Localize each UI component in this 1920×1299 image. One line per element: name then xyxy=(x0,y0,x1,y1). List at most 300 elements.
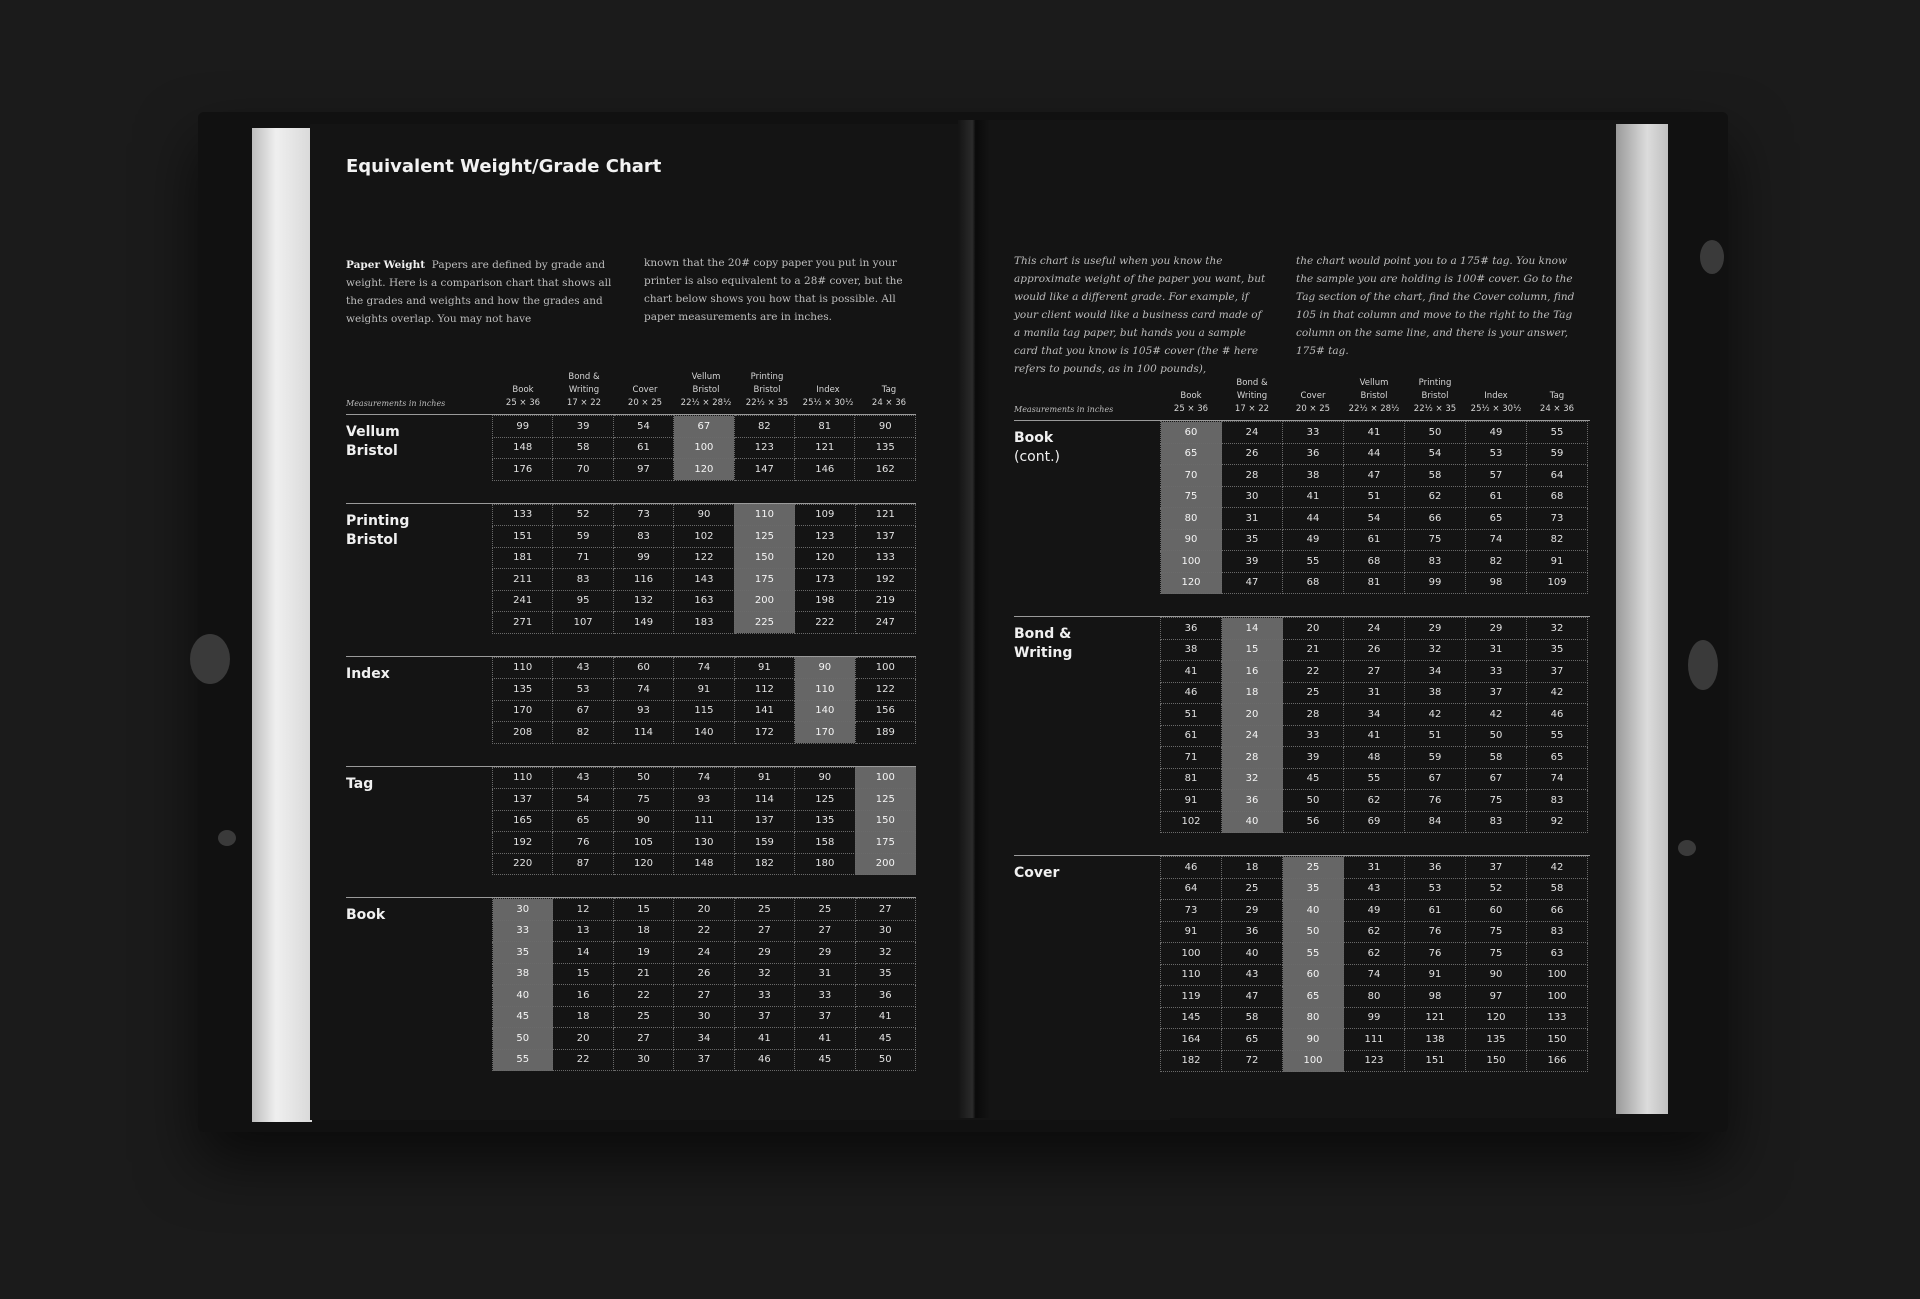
table-row xyxy=(1161,486,1588,508)
chart-section xyxy=(346,897,916,1071)
table-cell: 34 xyxy=(1405,661,1466,683)
section-label-line: Book xyxy=(1014,430,1054,446)
section-label xyxy=(346,512,409,550)
table-cell: 75 xyxy=(1161,486,1222,508)
column-name: Index xyxy=(816,385,840,395)
intro-text: This chart is useful when you know the approximate weight of the paper you want, but would like a different grade. For example, if your client would like a business card made of a manila tag paper, but hands you a sample card that you know is 105# cover (the # here refers to pounds, as in 100 pounds), xyxy=(1014,255,1266,375)
table-cell: 12 xyxy=(553,899,613,921)
table-cell: 120 xyxy=(674,459,734,481)
table-cell: 31 xyxy=(1344,857,1405,879)
table-row xyxy=(1161,811,1588,833)
section-table xyxy=(1160,856,1588,1072)
table-cell: 30 xyxy=(493,899,553,921)
table-cell: 93 xyxy=(674,789,734,811)
column-name: Book xyxy=(512,385,534,395)
chart-section xyxy=(1014,420,1590,594)
table-cell: 80 xyxy=(1161,508,1222,530)
table-cell: 37 xyxy=(795,1006,855,1028)
table-cell: 67 xyxy=(1405,768,1466,790)
table-row xyxy=(493,612,916,634)
table-cell: 75 xyxy=(1466,790,1527,812)
table-cell: 40 xyxy=(1222,943,1283,965)
table-cell: 170 xyxy=(795,722,855,744)
table-cell: 65 xyxy=(1222,1029,1283,1051)
table-cell: 110 xyxy=(493,657,553,679)
section-label xyxy=(1014,625,1072,663)
table-cell: 37 xyxy=(734,1006,794,1028)
table-row xyxy=(493,1049,916,1071)
table-row xyxy=(1161,704,1588,726)
table-cell: 82 xyxy=(734,416,794,438)
table-cell: 172 xyxy=(734,722,794,744)
intro-text: known that the 20# copy paper you put in your printer is also equivalent to a 28# cover, but the chart below shows you how that is possible. All paper measurements are in inches. xyxy=(644,257,903,323)
table-cell: 33 xyxy=(493,920,553,942)
table-cell: 25 xyxy=(1283,857,1344,879)
table-cell: 50 xyxy=(1466,725,1527,747)
column-header xyxy=(1465,390,1527,416)
table-cell: 130 xyxy=(674,832,734,854)
table-cell: 59 xyxy=(553,526,613,548)
table-cell: 90 xyxy=(1161,529,1222,551)
table-cell: 47 xyxy=(1344,465,1405,487)
table-cell: 65 xyxy=(553,810,613,832)
table-cell: 115 xyxy=(674,700,734,722)
chart-sections xyxy=(1014,420,1590,1072)
table-cell: 175 xyxy=(734,569,794,591)
table-row xyxy=(493,985,916,1007)
column-header xyxy=(553,371,615,410)
table-cell: 27 xyxy=(795,920,855,942)
table-cell: 35 xyxy=(493,942,553,964)
table-cell: 70 xyxy=(553,459,613,481)
table-cell: 24 xyxy=(1344,618,1405,640)
table-cell: 48 xyxy=(1344,747,1405,769)
table-cell: 90 xyxy=(674,504,734,526)
column-size: 22½ × 28½ xyxy=(1348,404,1400,414)
table-cell: 70 xyxy=(1161,465,1222,487)
table-row xyxy=(493,657,916,679)
table-cell: 74 xyxy=(613,679,673,701)
column-size: 22½ × 35 xyxy=(745,398,789,408)
table-cell: 22 xyxy=(613,985,673,1007)
table-cell: 39 xyxy=(553,416,613,438)
table-cell: 35 xyxy=(1283,878,1344,900)
table-row xyxy=(1161,1050,1588,1072)
table-cell: 62 xyxy=(1344,943,1405,965)
table-cell: 100 xyxy=(1527,964,1588,986)
table-cell: 137 xyxy=(855,526,915,548)
table-cell: 76 xyxy=(1405,790,1466,812)
table-cell: 41 xyxy=(1344,725,1405,747)
table-cell: 15 xyxy=(553,963,613,985)
table-cell: 116 xyxy=(613,569,673,591)
table-cell: 27 xyxy=(1344,661,1405,683)
table-cell: 56 xyxy=(1283,811,1344,833)
table-cell: 73 xyxy=(1527,508,1588,530)
table-cell: 138 xyxy=(1405,1029,1466,1051)
table-cell: 69 xyxy=(1344,811,1405,833)
table-cell: 45 xyxy=(1283,768,1344,790)
column-size: 24 × 36 xyxy=(871,398,907,408)
table-cell: 31 xyxy=(795,963,855,985)
table-cell: 29 xyxy=(795,942,855,964)
measurements-label: Measurements in inches xyxy=(1014,405,1114,414)
table-cell: 87 xyxy=(553,853,613,875)
table-cell: 90 xyxy=(1283,1029,1344,1051)
section-label-line: Index xyxy=(346,665,390,682)
table-cell: 91 xyxy=(674,679,734,701)
table-cell: 36 xyxy=(1222,921,1283,943)
table-cell: 120 xyxy=(613,853,673,875)
table-cell: 49 xyxy=(1344,900,1405,922)
table-cell: 198 xyxy=(795,590,855,612)
table-cell: 55 xyxy=(1283,551,1344,573)
table-cell: 91 xyxy=(734,767,794,789)
table-cell: 180 xyxy=(795,853,855,875)
section-label-line: Tag xyxy=(346,775,374,792)
table-cell: 49 xyxy=(1466,422,1527,444)
table-cell: 74 xyxy=(1527,768,1588,790)
table-cell: 82 xyxy=(1527,529,1588,551)
column-name: Vellum Bristol xyxy=(1359,378,1389,401)
table-cell: 80 xyxy=(1344,986,1405,1008)
table-cell: 35 xyxy=(855,963,915,985)
table-cell: 150 xyxy=(1466,1050,1527,1072)
table-row xyxy=(1161,747,1588,769)
table-cell: 53 xyxy=(1466,443,1527,465)
table-cell: 46 xyxy=(734,1049,794,1071)
table-cell: 182 xyxy=(734,853,794,875)
table-cell: 111 xyxy=(674,810,734,832)
section-table xyxy=(492,898,916,1071)
table-cell: 24 xyxy=(1222,422,1283,444)
column-header xyxy=(614,384,676,410)
table-cell: 55 xyxy=(1283,943,1344,965)
table-cell: 81 xyxy=(1344,572,1405,594)
table-cell: 26 xyxy=(674,963,734,985)
table-cell: 55 xyxy=(1527,422,1588,444)
table-cell: 41 xyxy=(1161,661,1222,683)
table-cell: 40 xyxy=(1222,811,1283,833)
table-cell: 50 xyxy=(855,1049,915,1071)
table-row xyxy=(1161,661,1588,683)
table-cell: 99 xyxy=(493,416,553,438)
table-cell: 60 xyxy=(613,657,673,679)
table-cell: 58 xyxy=(1527,878,1588,900)
table-cell: 135 xyxy=(855,437,916,459)
table-cell: 133 xyxy=(855,547,915,569)
table-cell: 66 xyxy=(1405,508,1466,530)
table-cell: 24 xyxy=(1222,725,1283,747)
decorative-dot xyxy=(1678,840,1696,856)
table-cell: 141 xyxy=(734,700,794,722)
table-cell: 143 xyxy=(674,569,734,591)
table-cell: 51 xyxy=(1405,725,1466,747)
chart-section xyxy=(346,766,916,876)
table-row xyxy=(1161,682,1588,704)
table-cell: 120 xyxy=(795,547,855,569)
table-cell: 91 xyxy=(734,657,794,679)
table-cell: 33 xyxy=(1283,422,1344,444)
column-name: Index xyxy=(1484,391,1508,401)
table-cell: 43 xyxy=(553,767,613,789)
table-cell: 60 xyxy=(1161,422,1222,444)
table-cell: 91 xyxy=(1161,790,1222,812)
table-cell: 125 xyxy=(795,789,855,811)
table-cell: 83 xyxy=(1466,811,1527,833)
table-cell: 18 xyxy=(1222,857,1283,879)
table-cell: 31 xyxy=(1222,508,1283,530)
table-row xyxy=(1161,986,1588,1008)
table-cell: 110 xyxy=(493,767,553,789)
table-cell: 156 xyxy=(855,700,915,722)
table-cell: 120 xyxy=(1466,1007,1527,1029)
table-cell: 33 xyxy=(734,985,794,1007)
table-cell: 75 xyxy=(1405,529,1466,551)
table-cell: 68 xyxy=(1283,572,1344,594)
table-cell: 62 xyxy=(1344,790,1405,812)
table-cell: 54 xyxy=(1344,508,1405,530)
table-cell: 18 xyxy=(1222,682,1283,704)
table-row xyxy=(1161,943,1588,965)
section-label xyxy=(1014,429,1060,467)
table-cell: 74 xyxy=(1344,964,1405,986)
table-row xyxy=(1161,508,1588,530)
table-cell: 40 xyxy=(493,985,553,1007)
table-row xyxy=(493,810,916,832)
table-row xyxy=(493,526,916,548)
table-cell: 27 xyxy=(734,920,794,942)
table-row xyxy=(1161,422,1588,444)
column-header xyxy=(1343,377,1405,416)
section-label-line: Writing xyxy=(1014,645,1073,661)
decorative-dot xyxy=(190,634,230,684)
intro-paragraph-right-2 xyxy=(1296,252,1578,360)
table-cell: 22 xyxy=(1283,661,1344,683)
table-cell: 52 xyxy=(1466,878,1527,900)
table-cell: 71 xyxy=(553,547,613,569)
table-cell: 58 xyxy=(1405,465,1466,487)
column-header xyxy=(797,384,859,410)
table-cell: 95 xyxy=(553,590,613,612)
table-cell: 90 xyxy=(1466,964,1527,986)
table-cell: 25 xyxy=(734,899,794,921)
weight-chart-right xyxy=(1014,372,1590,1094)
chart-section xyxy=(1014,855,1590,1072)
table-cell: 150 xyxy=(734,547,794,569)
table-cell: 41 xyxy=(1283,486,1344,508)
decorative-dot xyxy=(218,830,236,846)
table-cell: 39 xyxy=(1222,551,1283,573)
table-cell: 24 xyxy=(674,942,734,964)
table-cell: 47 xyxy=(1222,986,1283,1008)
table-cell: 32 xyxy=(734,963,794,985)
column-name: Cover xyxy=(1300,391,1326,401)
table-cell: 18 xyxy=(553,1006,613,1028)
table-row xyxy=(493,942,916,964)
table-cell: 54 xyxy=(1405,443,1466,465)
table-row xyxy=(1161,443,1588,465)
table-row xyxy=(493,590,916,612)
table-cell: 27 xyxy=(674,985,734,1007)
table-cell: 62 xyxy=(1405,486,1466,508)
table-cell: 34 xyxy=(1344,704,1405,726)
table-cell: 109 xyxy=(795,504,855,526)
table-cell: 121 xyxy=(1405,1007,1466,1029)
intro-heading: Paper Weight xyxy=(346,259,426,271)
table-cell: 55 xyxy=(1527,725,1588,747)
table-cell: 53 xyxy=(1405,878,1466,900)
table-cell: 61 xyxy=(613,437,673,459)
table-cell: 43 xyxy=(553,657,613,679)
section-label-line: (cont.) xyxy=(1014,449,1060,465)
table-cell: 100 xyxy=(674,437,734,459)
table-cell: 200 xyxy=(855,853,915,875)
table-cell: 148 xyxy=(674,853,734,875)
section-label xyxy=(346,665,390,684)
table-row xyxy=(493,832,916,854)
table-cell: 19 xyxy=(613,942,673,964)
table-cell: 83 xyxy=(1527,921,1588,943)
table-row xyxy=(493,700,916,722)
table-cell: 164 xyxy=(1161,1029,1222,1051)
table-cell: 145 xyxy=(1161,1007,1222,1029)
table-row xyxy=(1161,921,1588,943)
table-cell: 121 xyxy=(855,504,915,526)
table-cell: 68 xyxy=(1527,486,1588,508)
table-cell: 13 xyxy=(553,920,613,942)
table-cell: 91 xyxy=(1405,964,1466,986)
table-cell: 41 xyxy=(734,1028,794,1050)
table-cell: 105 xyxy=(613,832,673,854)
table-cell: 122 xyxy=(855,679,915,701)
table-cell: 74 xyxy=(674,657,734,679)
table-cell: 75 xyxy=(1466,921,1527,943)
table-cell: 114 xyxy=(613,722,673,744)
table-cell: 37 xyxy=(1527,661,1588,683)
table-cell: 14 xyxy=(553,942,613,964)
table-cell: 83 xyxy=(1527,790,1588,812)
table-cell: 21 xyxy=(1283,639,1344,661)
table-cell: 137 xyxy=(493,789,553,811)
column-size: 17 × 22 xyxy=(1234,404,1270,414)
table-row xyxy=(493,853,916,875)
decorative-dot xyxy=(1700,240,1724,274)
column-header xyxy=(675,371,737,410)
table-cell: 102 xyxy=(1161,811,1222,833)
table-row xyxy=(1161,1007,1588,1029)
table-cell: 29 xyxy=(1405,618,1466,640)
table-cell: 28 xyxy=(1283,704,1344,726)
section-label-line: Bond & xyxy=(1014,626,1072,642)
table-cell: 51 xyxy=(1161,704,1222,726)
table-cell: 25 xyxy=(613,1006,673,1028)
page-stack-right xyxy=(1616,124,1668,1114)
table-cell: 99 xyxy=(613,547,673,569)
table-cell: 98 xyxy=(1405,986,1466,1008)
table-cell: 27 xyxy=(613,1028,673,1050)
table-row xyxy=(493,899,916,921)
page-title: Equivalent Weight/Grade Chart xyxy=(346,156,662,177)
table-cell: 147 xyxy=(734,459,794,481)
table-cell: 50 xyxy=(1283,921,1344,943)
table-cell: 81 xyxy=(1161,768,1222,790)
table-cell: 76 xyxy=(1405,921,1466,943)
book-gutter xyxy=(958,120,990,1118)
table-cell: 25 xyxy=(1222,878,1283,900)
table-cell: 82 xyxy=(1466,551,1527,573)
table-cell: 208 xyxy=(493,722,553,744)
table-cell: 29 xyxy=(734,942,794,964)
table-cell: 35 xyxy=(1527,639,1588,661)
table-cell: 225 xyxy=(734,612,794,634)
table-cell: 137 xyxy=(734,810,794,832)
table-row xyxy=(493,504,916,526)
table-cell: 91 xyxy=(1161,921,1222,943)
table-cell: 112 xyxy=(734,679,794,701)
table-cell: 15 xyxy=(613,899,673,921)
table-cell: 36 xyxy=(1222,790,1283,812)
table-row xyxy=(493,963,916,985)
table-row xyxy=(493,547,916,569)
table-cell: 75 xyxy=(613,789,673,811)
column-size: 22½ × 35 xyxy=(1413,404,1457,414)
table-cell: 76 xyxy=(1405,943,1466,965)
intro-paragraph-right-1 xyxy=(1014,252,1270,378)
table-cell: 150 xyxy=(855,810,915,832)
table-cell: 15 xyxy=(1222,639,1283,661)
table-cell: 135 xyxy=(1466,1029,1527,1051)
section-label-line: Cover xyxy=(1014,865,1060,881)
section-label-line: Book xyxy=(346,907,386,923)
section-table xyxy=(1160,617,1588,833)
table-row xyxy=(1161,618,1588,640)
table-cell: 73 xyxy=(1161,900,1222,922)
table-row xyxy=(1161,572,1588,594)
table-cell: 43 xyxy=(1344,878,1405,900)
table-cell: 42 xyxy=(1527,682,1588,704)
table-cell: 55 xyxy=(1344,768,1405,790)
table-cell: 64 xyxy=(1527,465,1588,487)
table-cell: 120 xyxy=(1161,572,1222,594)
table-cell: 165 xyxy=(493,810,553,832)
table-row xyxy=(1161,900,1588,922)
table-cell: 162 xyxy=(855,459,916,481)
page-stack-left xyxy=(252,128,312,1122)
table-cell: 38 xyxy=(1405,682,1466,704)
section-label xyxy=(346,906,385,925)
intro-paragraph-left-2 xyxy=(644,254,914,326)
table-row xyxy=(493,789,916,811)
table-cell: 111 xyxy=(1344,1029,1405,1051)
table-cell: 100 xyxy=(1527,986,1588,1008)
section-table xyxy=(492,657,916,744)
table-cell: 90 xyxy=(613,810,673,832)
table-cell: 41 xyxy=(855,1006,915,1028)
table-cell: 22 xyxy=(553,1049,613,1071)
table-cell: 64 xyxy=(1161,878,1222,900)
table-cell: 158 xyxy=(795,832,855,854)
table-cell: 52 xyxy=(553,504,613,526)
table-cell: 45 xyxy=(855,1028,915,1050)
table-cell: 37 xyxy=(1466,857,1527,879)
table-cell: 53 xyxy=(553,679,613,701)
table-cell: 98 xyxy=(1466,572,1527,594)
table-row xyxy=(1161,878,1588,900)
table-cell: 75 xyxy=(1466,943,1527,965)
table-row xyxy=(493,569,916,591)
table-row xyxy=(493,722,916,744)
